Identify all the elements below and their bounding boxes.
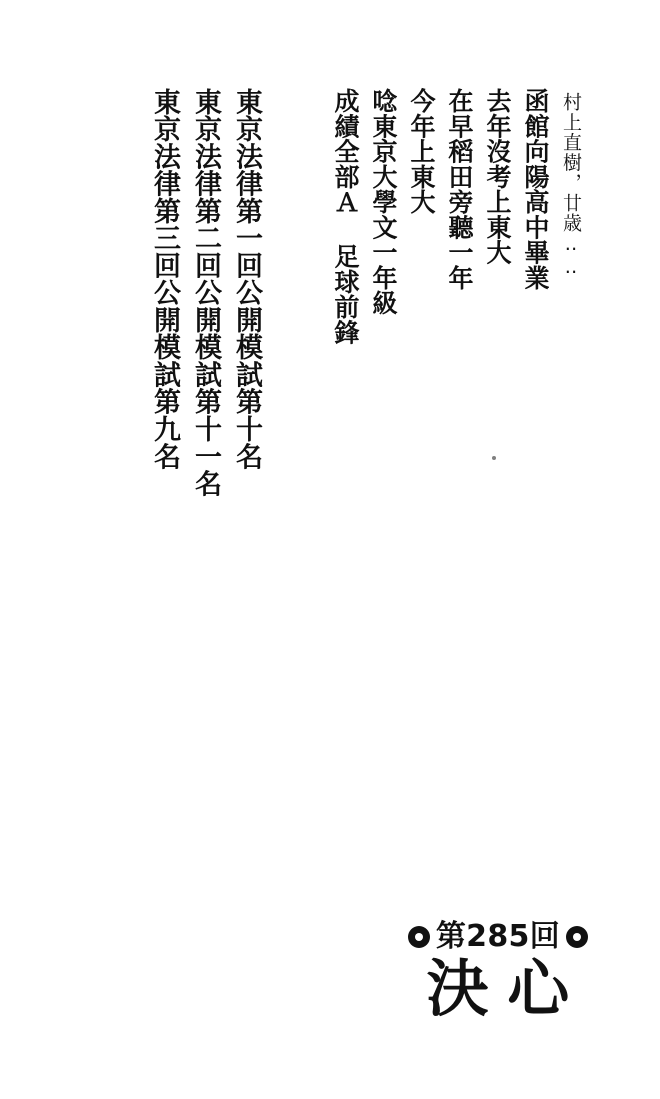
bullet-dot-left-icon [408, 926, 430, 948]
profile-line-2: 去年沒考上東大 [483, 88, 512, 265]
bullet-dot-right-icon [566, 926, 588, 948]
profile-line-4: 今年上東大 [407, 88, 436, 215]
chapter-title: 決心 [426, 951, 588, 1025]
result-line-3: 東京法律第三回公開模試第九名 [149, 88, 180, 470]
profile-line-3: 在早稻田旁聽一年 [445, 88, 474, 290]
character-name-line: 村上直樹，廿歳‥‥ [560, 92, 582, 280]
profile-line-6: 成績全部Ａ 足球前鋒 [331, 88, 360, 345]
result-line-1: 東京法律第一回公開模試第十名 [231, 88, 262, 470]
chapter-number-label: 第285回 [435, 918, 560, 954]
profile-line-5: 唸東京大學文一年級 [369, 88, 398, 316]
result-line-2: 東京法律第二回公開模試第十一名 [190, 88, 221, 498]
ink-speck [492, 456, 496, 460]
chapter-heading [408, 918, 588, 1025]
profile-line-1: 函館向陽高中畢業 [521, 88, 550, 290]
chapter-number-row [408, 918, 588, 954]
